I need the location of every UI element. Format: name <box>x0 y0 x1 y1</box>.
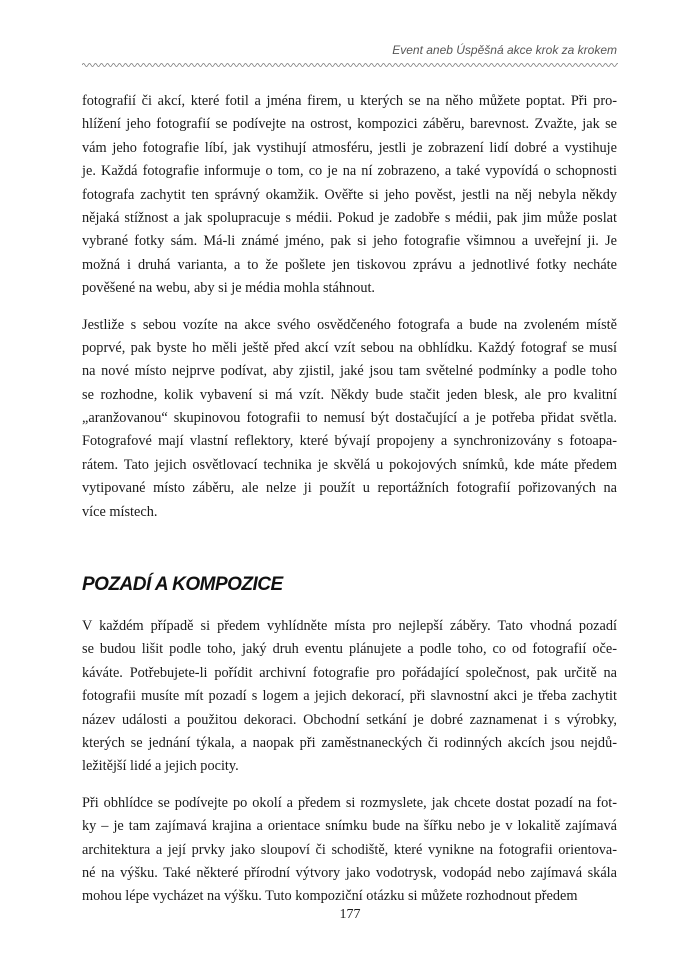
text-line: název události a použitou dekoraci. Obchodní setkání je dobré zaznamenat i s výrobky, <box>82 711 617 728</box>
text-line: Fotografové mají vlastní reflektory, které bývají propojeny a synchronizovány s fotoapa- <box>82 433 617 450</box>
text-line: fotografii musíte mít pozadí s logem a jejich dekorací, při slavnostní akci je třeba zachytit <box>82 688 617 705</box>
text-line: káváte. Potřebujete-li pořídit archivní fotografie pro pořádající společnost, pak určitě na <box>82 664 617 681</box>
paragraphs-before-heading <box>82 90 617 524</box>
text-line: nějaká stížnost a jak spolupracuje s médii. Pokud je zadobře s médii, pak jim může poslat <box>82 209 617 226</box>
text-line: se budou lišit podle toho, jaký druh eventu plánujete a podle toho, co od fotografií oče- <box>82 641 617 658</box>
text-line: vybrané fotky sám. Má-li známé jméno, pak si jeho fotografie všimnou a uveřejní ji. Je <box>82 233 617 250</box>
text-line: je. Každá fotografie informuje o tom, co je na ní zobrazeno, a také vypovídá o schopnosti <box>82 163 617 180</box>
header-wavy-rule <box>82 61 618 69</box>
text-line: poprvé, pak byste ho měli ještě před akcí vzít sebou na obhlídku. Každý fotograf se musí <box>82 339 617 356</box>
text-line: ležitější lidé a jejich pocity. <box>82 758 239 775</box>
text-line: „aranžovanou“ skupinovou fotografii to nemusí být dostačující a je potřeba přidat světla. <box>82 410 617 427</box>
section-heading: POZADÍ A KOMPOZICE <box>82 574 283 596</box>
text-line: na nové místo nejprve podívat, aby zjistil, jaké jsou tam světelné podmínky a podle toho <box>82 363 617 380</box>
paragraph <box>82 90 617 301</box>
text-line: ky – je tam zajímavá krajina a orientace snímku bude na šířku nebo je v lokalitě zajímavá <box>82 818 617 835</box>
text-line: fotografa zachytit ten správný okamžik. Ověřte si jeho pověst, jestli na něj nebyla někdy <box>82 186 617 203</box>
text-line: pověšené na webu, aby si je média mohla stáhnout. <box>82 280 376 297</box>
text-line: Při obhlídce se podívejte po okolí a předem si rozmyslete, jak chcete dostat pozadí na fot- <box>82 794 617 811</box>
paragraph <box>82 314 617 525</box>
text-line: Jestliže s sebou vozíte na akce svého osvědčeného fotografa a bude na zvoleném místě <box>82 316 617 333</box>
text-line: více místech. <box>82 503 158 520</box>
text-line: se rozhodne, kolik vybavení si má vzít. Někdy bude stačit jeden blesk, ale pro kvalitní <box>82 386 617 403</box>
paragraph <box>82 792 617 909</box>
text-line: mohou lépe vycházet na výšku. Tuto kompoziční otázku si můžete rozhodnout předem <box>82 888 578 905</box>
paragraph <box>82 615 617 779</box>
text-line: vytipované místo záběru, ale nelze ji použít u reportážních fotografií pořizovaných na <box>82 480 617 497</box>
text-line: možná i druhá varianta, a to že pošlete jen tiskovou zprávu a jednotlivé fotky necháte <box>82 256 617 273</box>
text-line: kterých se jednání týkala, a naopak při zaměstnaneckých či rodinných akcích jsou nejdů- <box>82 734 617 751</box>
paragraphs-after-heading <box>82 615 617 909</box>
page-body <box>82 90 617 922</box>
text-line: hlížení jeho fotografií se podívejte na ostrost, kompozici záběru, barevnost. Zvažte, jak se <box>82 116 617 133</box>
text-line: architektura a její prvky jako sloupoví či schodiště, které vynikne na fotografii orientova- <box>82 841 617 858</box>
text-line: fotografií či akcí, které fotil a jména firem, u kterých se na něho můžete poptat. Při pro- <box>82 93 617 109</box>
text-line: né na výšku. Také některé přírodní výtvory jako vodotrysk, vodopád nebo zajímavá skála <box>82 864 617 881</box>
text-line: rátem. Tato jejich osvětlovací technika je skvělá u pokojových snímků, kde máte předem <box>82 456 617 473</box>
text-line: V každém případě si předem vyhlídněte místa pro nejlepší záběry. Tato vhodná pozadí <box>82 618 617 635</box>
text-line: vám jeho fotografie líbí, jak vystihují atmosféru, jestli je zobrazení lidí dobré a vystihuje <box>82 139 617 156</box>
running-header-title: Event aneb Úspěšná akce krok za krokem <box>392 43 617 57</box>
page-number: 177 <box>339 907 361 922</box>
